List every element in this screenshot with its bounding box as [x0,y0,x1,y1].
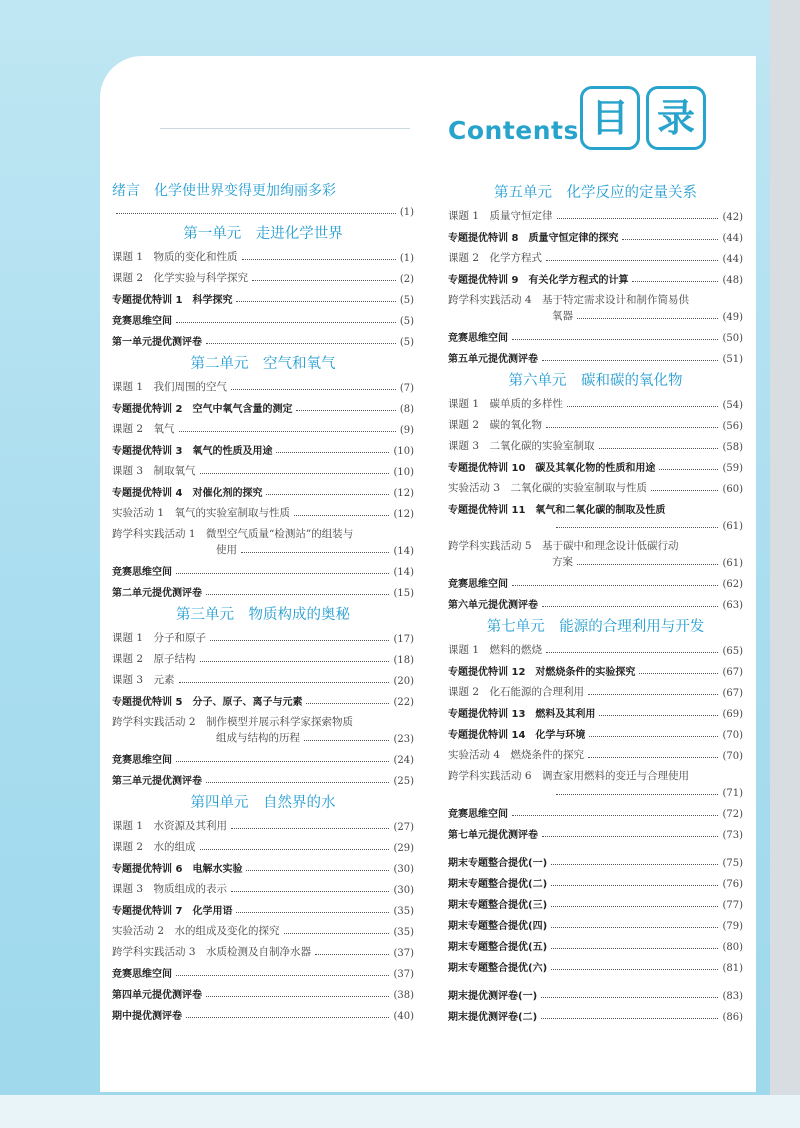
toc-entry-title: 期中提优测评卷 [112,1011,182,1022]
leader-dots [210,640,389,641]
page-number: (80) [722,942,743,953]
toc-entry-title: 专题提优特训 13 燃料及其利用 [448,709,596,720]
page-number: (35) [393,927,414,938]
toc-entry[interactable] [448,683,743,699]
leader-dots [567,406,718,407]
toc-entry-title: 期末提优测评卷(一) [448,991,538,1002]
toc-entry-title: 课题 3 制取氧气 [112,465,196,477]
toc-entry-title: 课题 2 氧气 [112,423,175,435]
toc-entry[interactable] [112,750,414,766]
leader-dots [651,490,718,491]
page-number: (42) [722,212,743,223]
toc-entry-title: 竞赛思维空间 [448,809,508,820]
toc-entry[interactable] [112,629,414,645]
page-number: (69) [722,709,743,720]
toc-entry-title: 课题 2 原子结构 [112,653,196,665]
leader-dots [179,431,396,432]
toc-entry-title: 竞赛思维空间 [448,333,508,344]
leader-dots [546,427,718,428]
toc-entry[interactable] [112,817,414,833]
toc-entry[interactable] [448,767,743,799]
page-number: (48) [722,275,743,286]
toc-entry-title: 跨学科实践活动 3 水质检测及自制净水器 [112,946,312,958]
leader-dots [542,360,718,361]
toc-entry-title: 使用 [216,544,237,556]
unit-heading[interactable]: 第二单元 空气和氧气 [190,356,336,372]
toc-entry-title: 第二单元提优测评卷 [112,588,202,599]
toc-entry[interactable] [112,399,414,415]
toc-entry[interactable] [112,562,414,578]
page-number: (86) [722,1012,743,1023]
unit-heading[interactable]: 第四单元 自然界的水 [190,795,336,811]
toc-entry[interactable] [112,269,414,285]
toc-entry-title: 专题提优特训 11 氧气和二氧化碳的制取及性质 [448,505,666,516]
leader-dots [304,740,389,741]
toc-entry-title: 课题 1 碳单质的多样性 [448,398,564,410]
page-number: (70) [722,730,743,741]
page-number: (61) [722,558,743,569]
leader-dots [176,573,389,574]
leader-dots [556,794,718,795]
leader-dots [206,343,396,344]
leader-dots [551,969,718,970]
toc-entry[interactable] [448,479,743,495]
toc-entry-title: 课题 2 碳的氧化物 [448,419,543,431]
page-number: (30) [393,885,414,896]
page-number: (15) [393,588,414,599]
toc-entry-title: 第五单元提优测评卷 [448,354,538,365]
title-char-mu: 目 [580,86,640,150]
toc-entry-title: 跨学科实践活动 4 基于特定需求设计和制作简易供 [448,294,690,306]
page-number: (72) [722,809,743,820]
toc-entry-title: 实验活动 3 二氧化碳的实验室制取与性质 [448,482,648,494]
leader-dots [512,339,718,340]
toc-entry-title: 竞赛思维空间 [112,567,172,578]
toc-entry[interactable] [112,583,414,599]
leader-dots [231,389,396,390]
leader-dots [599,715,718,716]
page-number: (25) [393,776,414,787]
toc-entry[interactable] [448,916,743,932]
page-number: (23) [393,734,414,745]
leader-dots [577,564,718,565]
toc-entry[interactable] [112,650,414,666]
toc-entry[interactable] [112,504,414,520]
page-number: (67) [722,667,743,678]
header-rule [160,128,410,129]
leader-dots [556,527,718,528]
leader-dots [200,849,390,850]
page-number: (56) [722,421,743,432]
page-number: (20) [393,676,414,687]
toc-entry-title: 第七单元提优测评卷 [448,830,538,841]
page-edge [770,0,800,1128]
toc-entry-title: 专题提优特训 8 质量守恒定律的探究 [448,233,619,244]
intro-title: 绪言 化学使世界变得更加绚丽多彩 [112,183,336,199]
toc-entry-title: 专题提优特训 9 有关化学方程式的计算 [448,275,629,286]
leader-dots [231,891,389,892]
page-number: (62) [722,579,743,590]
toc-entry-title: 专题提优特训 10 碳及其氧化物的性质和用途 [448,463,656,474]
contents-label: Contents [448,116,579,145]
page-number: (44) [722,254,743,265]
toc-entry[interactable] [112,378,414,394]
page-number: (5) [399,295,414,306]
toc-entry[interactable] [112,248,414,264]
toc-entry[interactable] [448,270,743,286]
page-number: (44) [722,233,743,244]
toc-entry[interactable] [448,437,743,453]
toc-entry[interactable] [448,500,743,532]
leader-dots [246,870,389,871]
toc-entry[interactable] [112,859,414,875]
page-number: (7) [399,383,414,394]
toc-entry-title: 第一单元提优测评卷 [112,337,202,348]
page-number: (59) [722,463,743,474]
leader-dots [546,652,718,653]
toc-entry-title: 期末专题整合提优(三) [448,900,548,911]
unit-heading[interactable]: 第七单元 能源的合理利用与开发 [486,619,705,635]
leader-dots [551,906,718,907]
toc-entry[interactable] [448,853,743,869]
leader-dots [266,494,389,495]
toc-entry-title: 第四单元提优测评卷 [112,990,202,1001]
toc-entry-title: 期末专题整合提优(四) [448,921,548,932]
page-number: (14) [393,546,414,557]
toc-entry-title: 课题 1 分子和原子 [112,632,207,644]
leader-dots [512,815,718,816]
toc-entry-title: 实验活动 1 氧气的实验室制取与性质 [112,507,291,519]
page-number: (67) [722,688,743,699]
leader-dots [512,585,718,586]
toc-entry[interactable] [448,986,743,1002]
leader-dots [236,912,389,913]
toc-entry-title: 期末专题整合提优(五) [448,942,548,953]
page-number: (71) [722,788,743,799]
page-number: (50) [722,333,743,344]
toc-entry[interactable] [448,228,743,244]
toc-entry-title: 实验活动 2 水的组成及变化的探究 [112,925,280,937]
toc-entry[interactable] [448,537,743,569]
toc-entry[interactable] [448,595,743,611]
toc-entry-title: 课题 1 物质的变化和性质 [112,251,238,263]
leader-dots [176,975,389,976]
page-number: (60) [722,484,743,495]
page-number: (2) [399,274,414,285]
toc-entry[interactable] [112,713,414,745]
toc-entry[interactable] [448,291,743,323]
page-number: (63) [722,600,743,611]
spacer [448,846,743,853]
toc-entry-title: 专题提优特训 12 对燃烧条件的实验探究 [448,667,636,678]
toc-entry[interactable] [112,964,414,980]
toc-entry-title: 专题提优特训 1 科学探究 [112,295,233,306]
toc-entry[interactable] [112,311,414,327]
toc-entry[interactable] [112,290,414,306]
toc-entry-title: 跨学科实践活动 6 调查家用燃料的变迁与合理使用 [448,770,690,782]
page-number: (37) [393,948,414,959]
page-number: (73) [722,830,743,841]
toc-entry[interactable] [112,332,414,348]
toc-entry[interactable] [112,1006,414,1022]
page-number: (29) [393,843,414,854]
page-number: (5) [399,316,414,327]
page-number: (27) [393,822,414,833]
page-number: (40) [393,1011,414,1022]
leader-dots [542,836,718,837]
toc-entry[interactable] [112,901,414,917]
toc-entry-title: 期末专题整合提优(六) [448,963,548,974]
page-number: (12) [393,509,414,520]
toc-entry-title: 氧器 [552,310,573,322]
unit-heading[interactable]: 第一单元 走进化学世界 [183,226,343,242]
toc-entry-title: 课题 3 二氧化碳的实验室制取 [448,440,595,452]
toc-entry-title: 专题提优特训 5 分子、原子、离子与元素 [112,697,303,708]
page-number: (24) [393,755,414,766]
toc-entry[interactable] [448,416,743,432]
leader-dots [200,661,390,662]
toc-entry[interactable] [448,958,743,974]
leader-dots [231,828,389,829]
page-number: (65) [722,646,743,657]
toc-entry-title: 专题提优特训 2 空气中氧气含量的测定 [112,404,293,415]
page-number: (1) [399,253,414,264]
page-number: (76) [722,879,743,890]
leader-dots [186,1017,389,1018]
toc-entry[interactable] [112,420,414,436]
toc-entry-title: 专题提优特训 6 电解水实验 [112,864,243,875]
page-number: (77) [722,900,743,911]
toc-entry[interactable] [112,525,414,557]
page-number: (5) [399,337,414,348]
toc-entry[interactable] [112,692,414,708]
page-number: (8) [399,404,414,415]
toc-entry-title: 期末专题整合提优(二) [448,879,548,890]
page-number: (81) [722,963,743,974]
toc-entry[interactable] [112,671,414,687]
leader-dots [200,473,390,474]
page-number: (79) [722,921,743,932]
toc-entry-title: 课题 1 质量守恒定律 [448,210,553,222]
page-bottom-strip [0,1095,800,1128]
toc-entry-title: 竞赛思维空间 [112,969,172,980]
leader-dots [176,761,389,762]
toc-entry[interactable] [448,874,743,890]
leader-dots [541,1018,718,1019]
toc-entry[interactable] [112,462,414,478]
leader-dots [577,318,718,319]
toc-entry-title: 课题 1 我们周围的空气 [112,381,228,393]
toc-entry[interactable] [112,483,414,499]
toc-entry[interactable] [448,937,743,953]
leader-dots [315,954,389,955]
leader-dots [294,515,389,516]
leader-dots [542,606,718,607]
intro-entry[interactable] [112,180,414,218]
toc-entry[interactable] [448,746,743,762]
toc-entry[interactable] [448,249,743,265]
leader-dots [276,452,389,453]
page-number: (35) [393,906,414,917]
toc-entry[interactable] [112,838,414,854]
toc-entry-title: 实验活动 4 燃烧条件的探究 [448,749,585,761]
page-number: (22) [393,697,414,708]
toc-entry-title: 课题 1 燃料的燃烧 [448,644,543,656]
leader-dots [206,594,389,595]
toc-entry[interactable] [448,328,743,344]
toc-entry-title: 专题提优特训 4 对催化剂的探究 [112,488,263,499]
toc-entry-title: 课题 1 水资源及其利用 [112,820,228,832]
page-number: (49) [722,312,743,323]
toc-entry[interactable] [448,662,743,678]
page-number: (10) [393,467,414,478]
leader-dots [588,757,718,758]
page-number: (9) [399,425,414,436]
toc-entry[interactable] [112,771,414,787]
leader-dots [588,694,718,695]
toc-left-column [112,180,414,1027]
unit-heading[interactable]: 第三单元 物质构成的奥秘 [176,607,350,623]
toc-entry-title: 期末提优测评卷(二) [448,1012,538,1023]
page-number: (54) [722,400,743,411]
toc-entry-title: 跨学科实践活动 5 基于碳中和理念设计低碳行动 [448,540,679,552]
page-number: (38) [393,990,414,1001]
leader-dots [242,259,396,260]
toc-entry[interactable] [112,441,414,457]
leader-dots [176,322,396,323]
page-number: (58) [722,442,743,453]
leader-dots [206,996,389,997]
toc-entry-title: 竞赛思维空间 [448,579,508,590]
toc-entry-title: 课题 2 化学方程式 [448,252,543,264]
toc-entry[interactable] [448,641,743,657]
page-number: (12) [393,488,414,499]
toc-entry[interactable] [112,922,414,938]
page-number: (17) [393,634,414,645]
toc-entry-title: 课题 2 化学实验与科学探究 [112,272,249,284]
toc-entry-title: 专题提优特训 3 氧气的性质及用途 [112,446,273,457]
leader-dots [639,673,718,674]
toc-entry-title: 竞赛思维空间 [112,316,172,327]
page-number: (18) [393,655,414,666]
leader-dots [551,885,718,886]
page-number: (51) [722,354,743,365]
toc-entry[interactable] [448,349,743,365]
page-number: (14) [393,567,414,578]
toc-entry-title: 专题提优特训 14 化学与环境 [448,730,586,741]
leader-dots [551,864,718,865]
toc-entry-title: 期末专题整合提优(一) [448,858,548,869]
toc-entry-title: 课题 2 化石能源的合理利用 [448,686,585,698]
toc-entry[interactable] [448,207,743,223]
leader-dots [252,280,396,281]
toc-entry-title: 组成与结构的历程 [216,732,300,744]
toc-entry-title: 第三单元提优测评卷 [112,776,202,787]
page-number: (70) [722,751,743,762]
unit-heading[interactable]: 第六单元 碳和碳的氧化物 [508,373,683,389]
toc-entry-title: 专题提优特训 7 化学用语 [112,906,233,917]
title-char-lu: 录 [646,86,706,150]
toc-entry[interactable] [448,1007,743,1023]
toc-entry[interactable] [448,574,743,590]
leader-dots [599,448,719,449]
leader-dots [179,682,390,683]
leader-dots [206,782,389,783]
page-number: (1) [399,207,414,218]
leader-dots [284,933,390,934]
leader-dots [306,703,389,704]
leader-dots [551,927,718,928]
toc-entry[interactable] [448,825,743,841]
toc-entry[interactable] [448,704,743,720]
toc-entry-title: 课题 2 水的组成 [112,841,196,853]
page-number: (83) [722,991,743,1002]
leader-dots [557,218,719,219]
toc-entry-title: 课题 3 物质组成的表示 [112,883,228,895]
leader-dots [116,213,396,214]
toc-entry-title: 方案 [552,556,573,568]
toc-entry-title: 课题 3 元素 [112,674,175,686]
spacer [448,979,743,986]
leader-dots [622,239,718,240]
toc-entry[interactable] [448,804,743,820]
toc-entry-title: 跨学科实践活动 1 微型空气质量“检测站”的组装与 [112,528,354,540]
toc-entry-title: 第六单元提优测评卷 [448,600,538,611]
page-number: (10) [393,446,414,457]
leader-dots [546,260,718,261]
page-number: (61) [722,521,743,532]
leader-dots [541,997,718,998]
toc-entry[interactable] [448,395,743,411]
leader-dots [241,552,389,553]
unit-heading[interactable]: 第五单元 化学反应的定量关系 [494,185,697,201]
toc-entry[interactable] [448,725,743,741]
toc-right-column [448,180,743,1028]
toc-entry[interactable] [448,895,743,911]
toc-entry[interactable] [112,943,414,959]
toc-entry-title: 竞赛思维空间 [112,755,172,766]
leader-dots [589,736,718,737]
toc-entry-title: 跨学科实践活动 2 制作模型并展示科学家探索物质 [112,716,354,728]
toc-entry[interactable] [112,985,414,1001]
leader-dots [632,281,718,282]
toc-entry[interactable] [448,458,743,474]
leader-dots [551,948,718,949]
leader-dots [236,301,395,302]
leader-dots [296,410,395,411]
toc-entry[interactable] [112,880,414,896]
page-number: (37) [393,969,414,980]
page-number: (30) [393,864,414,875]
leader-dots [659,469,718,470]
page-number: (75) [722,858,743,869]
